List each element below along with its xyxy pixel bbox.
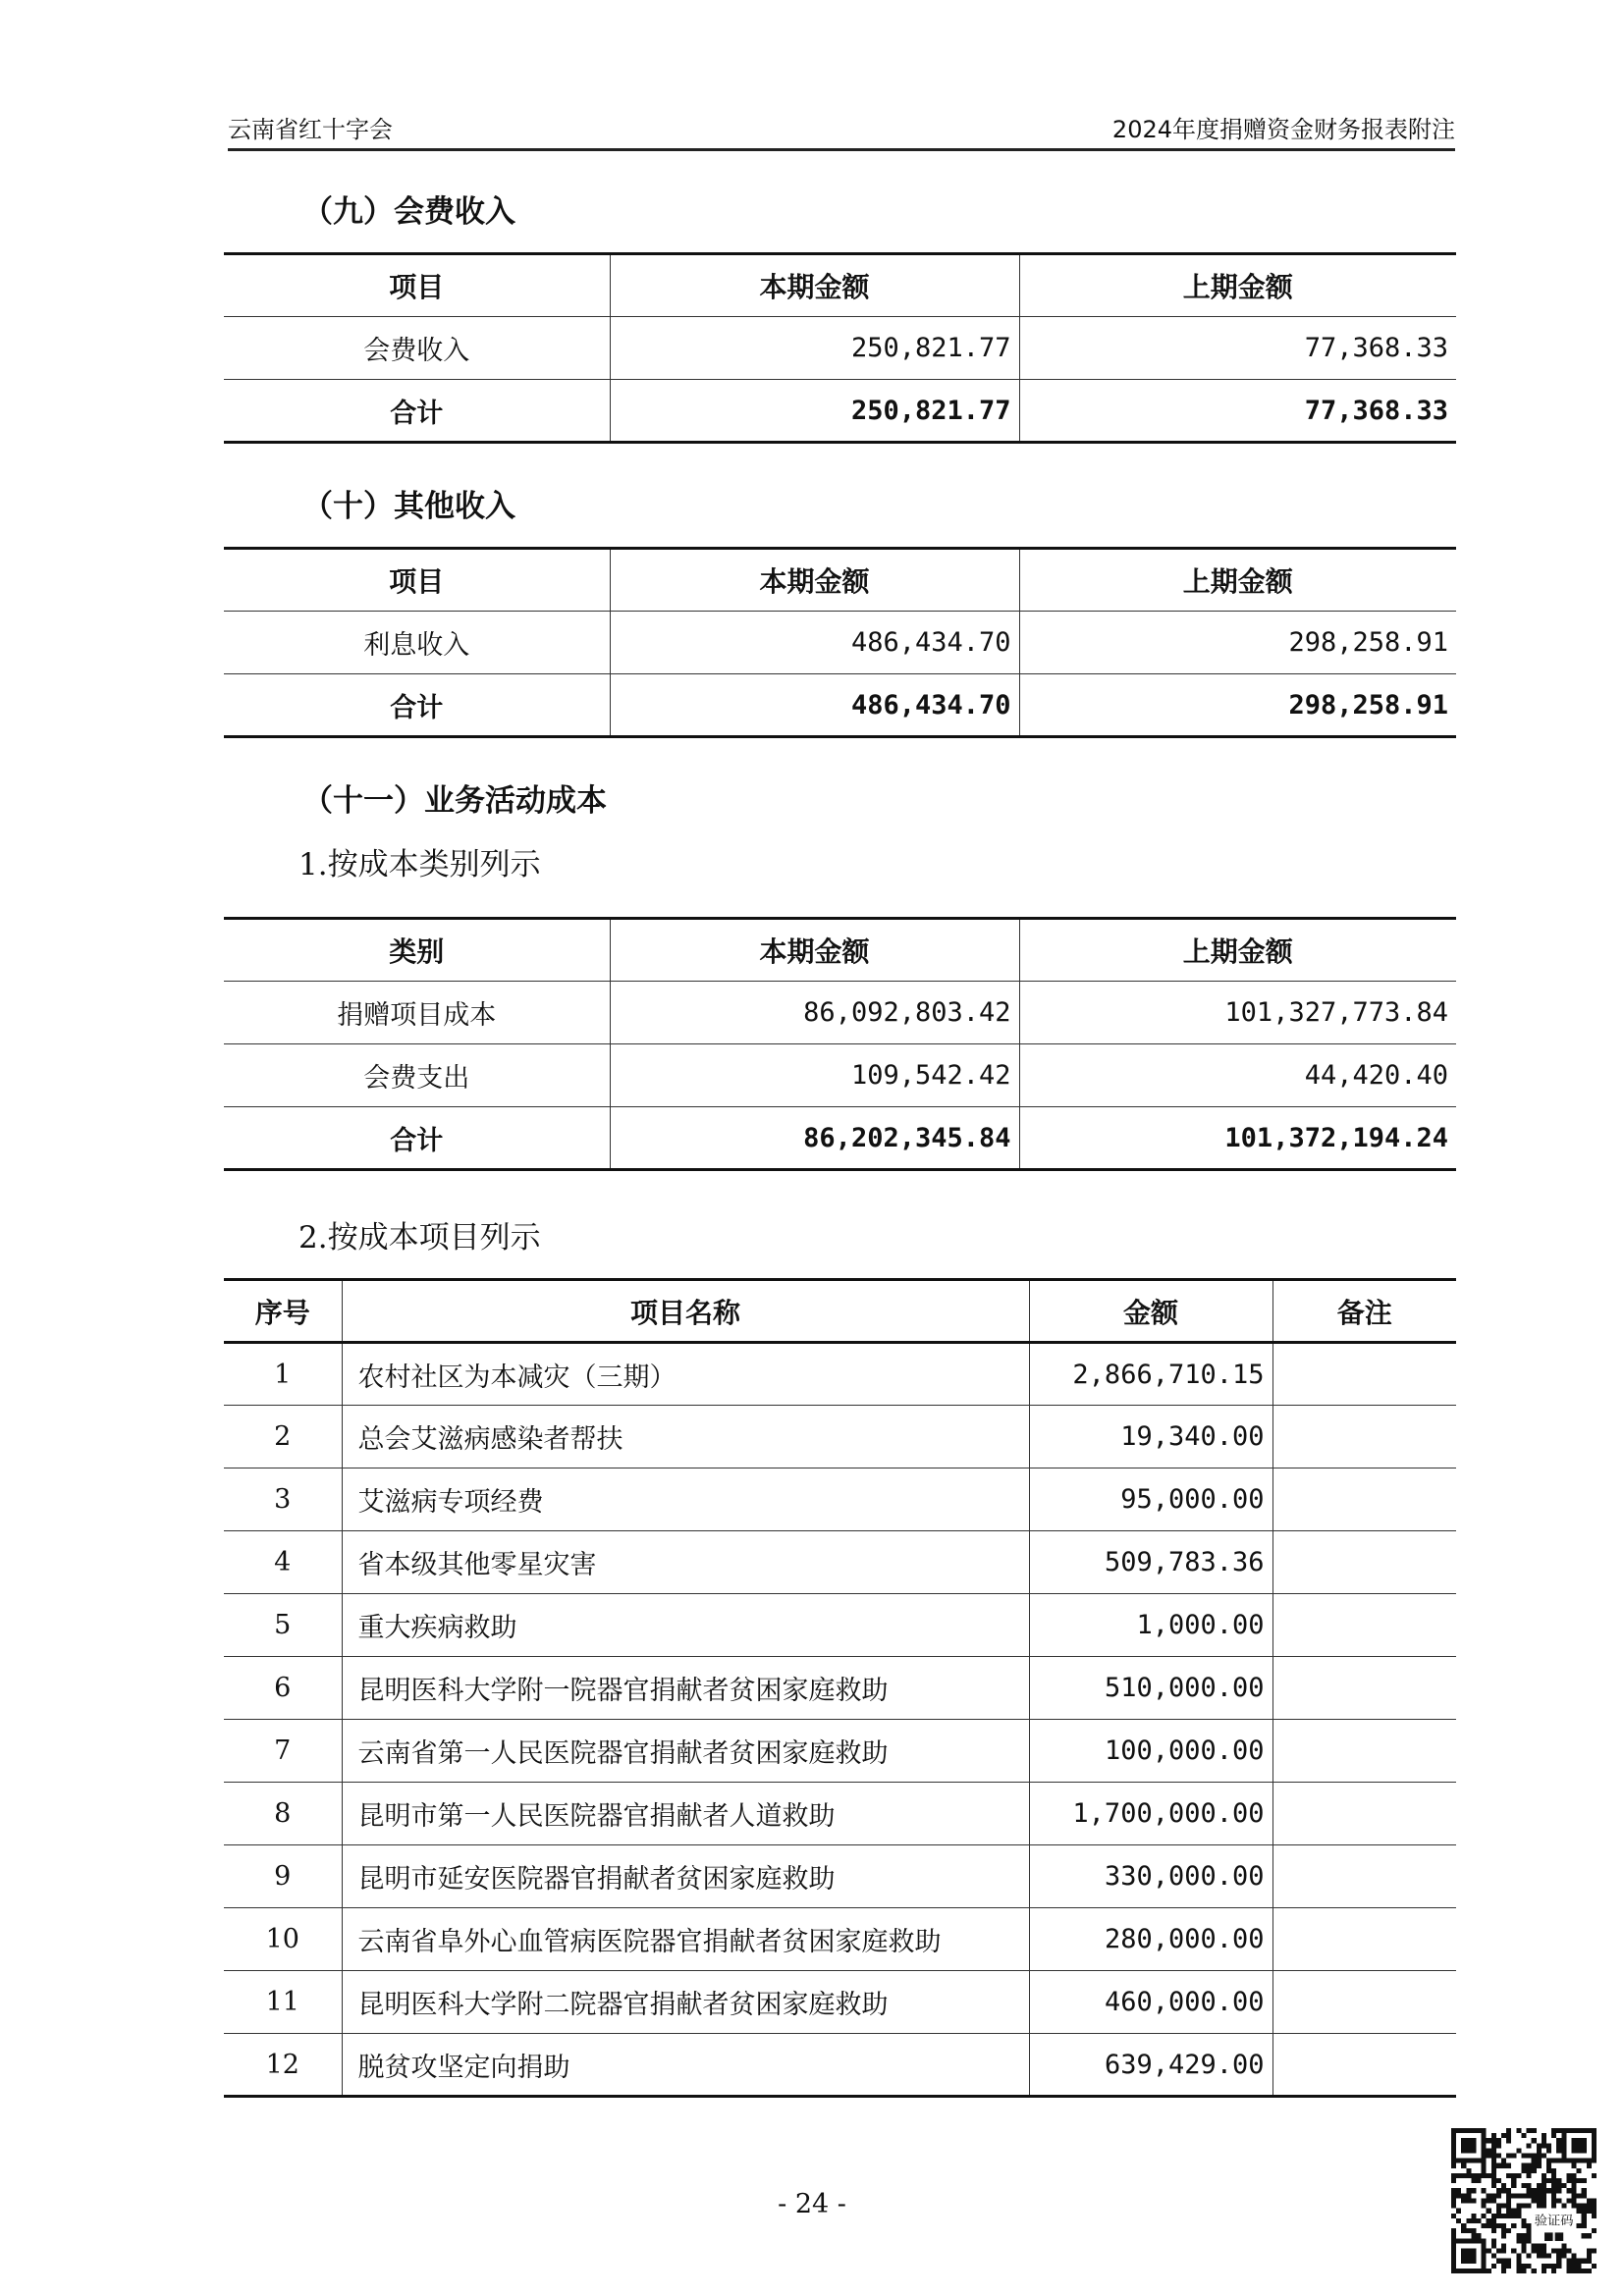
col-header: 本期金额 [610, 254, 1019, 317]
cell-no: 8 [224, 1783, 342, 1845]
table-row [224, 982, 1456, 1044]
table-row [224, 1468, 1456, 1531]
section9-title: （九）会费收入 [302, 194, 515, 230]
cell-current: 250,821.77 [610, 317, 1019, 380]
cell-note [1272, 1720, 1456, 1783]
section11-title: （十一）业务活动成本 [302, 783, 607, 819]
total-row [224, 380, 1456, 443]
cell-note [1272, 1406, 1456, 1468]
cost-by-category-table [224, 917, 1456, 1171]
cell-amount: 280,000.00 [1029, 1908, 1272, 1971]
cell-project-name: 脱贫攻坚定向捐助 [342, 2034, 1029, 2097]
cell-previous: 298,258.91 [1019, 612, 1456, 674]
cell-amount: 460,000.00 [1029, 1971, 1272, 2034]
col-header: 金额 [1029, 1280, 1272, 1343]
table-row [224, 1783, 1456, 1845]
cell-project-name: 昆明市延安医院器官捐献者贫困家庭救助 [342, 1845, 1029, 1908]
section10-table [224, 547, 1456, 738]
page-header [228, 114, 1455, 151]
cell-item: 合计 [224, 1107, 610, 1170]
col-header: 本期金额 [610, 549, 1019, 612]
cell-project-name: 昆明市第一人民医院器官捐献者人道救助 [342, 1783, 1029, 1845]
cell-project-name: 昆明医科大学附二院器官捐献者贫困家庭救助 [342, 1971, 1029, 2034]
col-header: 备注 [1272, 1280, 1456, 1343]
cell-note [1272, 1845, 1456, 1908]
cell-current: 250,821.77 [610, 380, 1019, 443]
total-row [224, 674, 1456, 737]
cell-no: 12 [224, 2034, 342, 2097]
cell-amount: 2,866,710.15 [1029, 1343, 1272, 1406]
svg-text:■■: ■■ [1543, 2229, 1565, 2243]
cell-project-name: 农村社区为本减灾（三期） [342, 1343, 1029, 1406]
table-row [224, 1531, 1456, 1594]
cell-project-name: 艾滋病专项经费 [342, 1468, 1029, 1531]
cell-project-name: 云南省阜外心血管病医院器官捐献者贫困家庭救助 [342, 1908, 1029, 1971]
cell-amount: 510,000.00 [1029, 1657, 1272, 1720]
cell-amount: 330,000.00 [1029, 1845, 1272, 1908]
cell-amount: 1,000.00 [1029, 1594, 1272, 1657]
col-header: 本期金额 [610, 919, 1019, 982]
cell-current: 486,434.70 [610, 612, 1019, 674]
cell-note [1272, 1343, 1456, 1406]
cell-current: 86,092,803.42 [610, 982, 1019, 1044]
col-header: 上期金额 [1019, 254, 1456, 317]
cell-note [1272, 1908, 1456, 1971]
cell-item: 会费收入 [224, 317, 610, 380]
cell-no: 9 [224, 1845, 342, 1908]
cell-note [1272, 1468, 1456, 1531]
section10-title: （十）其他收入 [302, 489, 515, 524]
col-header: 上期金额 [1019, 919, 1456, 982]
cell-amount: 1,700,000.00 [1029, 1783, 1272, 1845]
table-row [224, 1044, 1456, 1107]
cell-no: 6 [224, 1657, 342, 1720]
cell-note [1272, 1657, 1456, 1720]
table-header-row [224, 549, 1456, 612]
cell-previous: 101,327,773.84 [1019, 982, 1456, 1044]
cell-no: 5 [224, 1594, 342, 1657]
table-row [224, 1845, 1456, 1908]
cell-current: 86,202,345.84 [610, 1107, 1019, 1170]
table-row [224, 317, 1456, 380]
cell-project-name: 昆明医科大学附一院器官捐献者贫困家庭救助 [342, 1657, 1029, 1720]
cell-no: 11 [224, 1971, 342, 2034]
table-row [224, 1971, 1456, 2034]
qr-code-icon [1451, 2128, 1597, 2273]
cell-previous: 101,372,194.24 [1019, 1107, 1456, 1170]
cell-project-name: 重大疾病救助 [342, 1594, 1029, 1657]
table-header-row [224, 254, 1456, 317]
col-header: 上期金额 [1019, 549, 1456, 612]
total-row [224, 1107, 1456, 1170]
header-report-title: 2024年度捐赠资金财务报表附注 [1111, 116, 1455, 143]
section11-subtitle-1: 1.按成本类别列示 [298, 847, 541, 882]
table-row [224, 1657, 1456, 1720]
cell-note [1272, 1531, 1456, 1594]
cell-amount: 509,783.36 [1029, 1531, 1272, 1594]
table-row [224, 2034, 1456, 2097]
cell-note [1272, 1594, 1456, 1657]
table-header-row [224, 919, 1456, 982]
cell-previous: 298,258.91 [1019, 674, 1456, 737]
cell-amount: 639,429.00 [1029, 2034, 1272, 2097]
cell-previous: 44,420.40 [1019, 1044, 1456, 1107]
header-org: 云南省红十字会 [228, 116, 393, 143]
qr-label: 验证码 [1534, 2214, 1574, 2229]
cell-previous: 77,368.33 [1019, 380, 1456, 443]
cell-current: 486,434.70 [610, 674, 1019, 737]
cell-item: 利息收入 [224, 612, 610, 674]
cell-no: 1 [224, 1343, 342, 1406]
table-row [224, 1908, 1456, 1971]
col-header: 项目 [224, 549, 610, 612]
table-header-row [224, 1280, 1456, 1343]
cell-no: 4 [224, 1531, 342, 1594]
table-row [224, 1406, 1456, 1468]
cell-previous: 77,368.33 [1019, 317, 1456, 380]
cell-current: 109,542.42 [610, 1044, 1019, 1107]
cell-amount: 95,000.00 [1029, 1468, 1272, 1531]
table-row [224, 1720, 1456, 1783]
table-row [224, 612, 1456, 674]
cell-item: 会费支出 [224, 1044, 610, 1107]
table-row [224, 1343, 1456, 1406]
cell-project-name: 总会艾滋病感染者帮扶 [342, 1406, 1029, 1468]
cell-no: 3 [224, 1468, 342, 1531]
cell-no: 10 [224, 1908, 342, 1971]
table-row [224, 1594, 1456, 1657]
cell-note [1272, 1783, 1456, 1845]
col-header: 项目名称 [342, 1280, 1029, 1343]
cell-project-name: 省本级其他零星灾害 [342, 1531, 1029, 1594]
cost-by-project-table [224, 1278, 1456, 2098]
col-header: 序号 [224, 1280, 342, 1343]
col-header: 类别 [224, 919, 610, 982]
cell-item: 合计 [224, 674, 610, 737]
cell-amount: 100,000.00 [1029, 1720, 1272, 1783]
cell-amount: 19,340.00 [1029, 1406, 1272, 1468]
cell-note [1272, 1971, 1456, 2034]
cell-item: 捐赠项目成本 [224, 982, 610, 1044]
cell-no: 2 [224, 1406, 342, 1468]
cell-project-name: 云南省第一人民医院器官捐献者贫困家庭救助 [342, 1720, 1029, 1783]
section11-subtitle-2: 2.按成本项目列示 [298, 1220, 541, 1255]
cell-note [1272, 2034, 1456, 2097]
page-number: - 24 - [778, 2189, 846, 2219]
col-header: 项目 [224, 254, 610, 317]
section9-table [224, 252, 1456, 444]
cell-no: 7 [224, 1720, 342, 1783]
cell-item: 合计 [224, 380, 610, 443]
